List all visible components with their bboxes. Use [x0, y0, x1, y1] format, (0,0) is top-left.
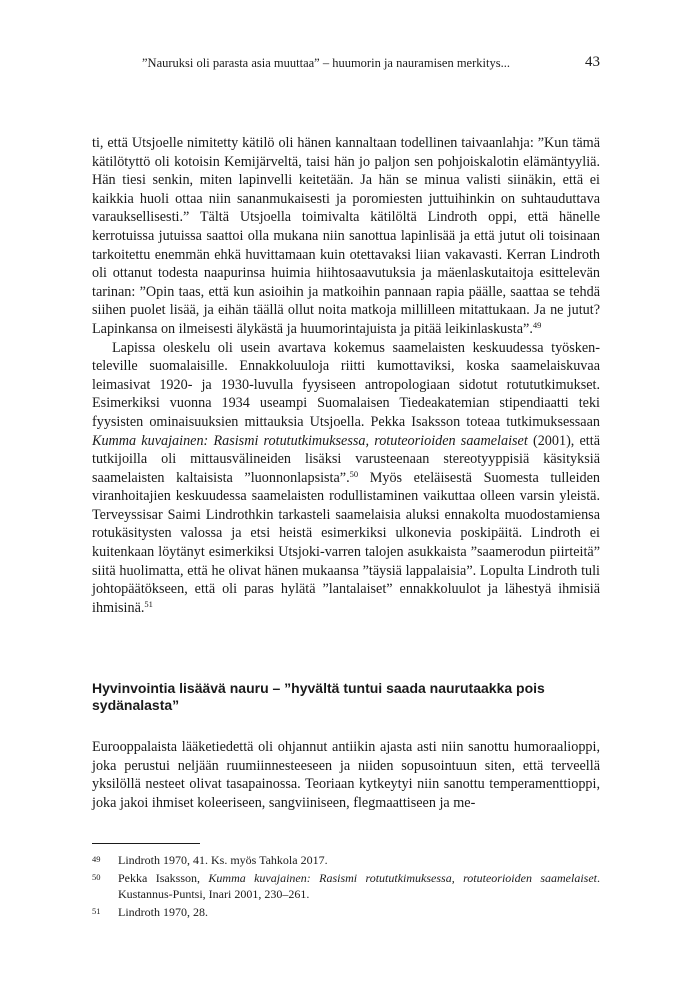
footnote-49 [92, 852, 600, 868]
footnote-book-title: Kumma kuvajainen: Rasismi rotututkimuksessa, rotuteorioiden saamelaiset [208, 871, 597, 885]
footnote-text: Lindroth 1970, 28. [118, 905, 208, 919]
paragraph-1 [92, 134, 600, 339]
footnote-ref-49: 49 [532, 319, 542, 330]
footnote-50 [92, 870, 600, 902]
book-title: Kumma kuvajainen: Rasismi rotututkimuksessa, rotuteorioiden saamelaiset [92, 432, 528, 449]
body-text [92, 134, 600, 617]
footnote-number: 49 [92, 854, 101, 864]
footnotes [92, 852, 600, 922]
paragraph-2 [92, 339, 600, 618]
paragraph-2-text-b: (2001), että tutkijoilla oli mittausvälineiden lisäksi varusteenaan stereotyyppisiä käsityksiä saamelaisten kaltaisista ”luonnonlapsista”. [92, 432, 600, 486]
footnote-text-b: . Kustannus-Puntsi, Inari 2001, 230–261. [118, 871, 600, 901]
running-title: ”Nauruksi oli parasta asia muuttaa” – huumorin ja nauramisen merkitys... [142, 56, 510, 70]
footnote-number: 51 [92, 906, 101, 916]
footnote-ref-51: 51 [144, 598, 153, 609]
paragraph-2-text-a: Lapissa oleskelu oli usein avartava kokemus saamelaisten keskuudessa työskenteleville suomalaisille. Ennakkoluuloja riitti kumottaviksi, koska saamelaiskuvaa leimasivat 1920- ja 1930-luvulla fyysiseen antropologiaan sidotut rotututkimukset. Esimerkiksi vuonna 1934 useampi Suomalaisen Tiedeakatemian stipendiaatti teki fyysisten ominaisuuksien mittauksia Utsjoella. Pekka Isaksson toteaa tutkimuksessaan [92, 339, 600, 430]
paragraph-2-text-c: Myös eteläisestä Suomesta tulleiden viranhoitajien keskuudessa saamelaisten rodullistaminen vaikuttaa olleen varsin yleistä. Terveyssisar Saimi Lindrothkin tarkasteli saamelaisia aluksi ennakolta muodostamiensa rotukäsitysten valossa ja etsi heistä esimerkiksi ulkonevia poskipäitä. Lindroth ei kuitenkaan löytänyt esimerkiksi Utsjoki-varren talojen asukkaista ”saamerodun piirteitä” siitä huolimatta, että he olivat hänen mukaansa ”täysiä lappalaisia”. Lopulta Lindroth tuli johtopäätökseen, että oli paras hylätä ”lantalaiset” ennakkoluulot ja lähestyä ihmisiä ihmisinä. [92, 469, 600, 616]
footnote-text-a: Pekka Isaksson, [118, 871, 209, 885]
section-paragraph: Eurooppalaista lääketiedettä oli ohjannut antiikin ajasta asti niin sanottu humoraalioppi, joka perustui neljään ruumiinnesteeseen ja niiden sopusointuun siten, että terveellä yksilöllä nesteet olivat tasapainossa. Teoriaan kytkeytyi niin sanottu temperamenttioppi, joka jakoi ihmiset koleeriseen, sangviiniseen, flegmaattiseen ja me- [92, 739, 600, 811]
footnote-51 [92, 904, 600, 920]
section-body [92, 738, 600, 812]
page-number: 43 [585, 54, 600, 70]
paragraph-1-text: ti, että Utsjoelle nimitetty kätilö oli hänen kannaltaan todellinen taivaanlahja: ”Kun tämä kätilötyttö oli kotoisin Kemijärveltä, taisi hän jo paljon sen pohjoiskalotin elämäntyyliä. Hän tiesi senkin, miten lapinvelli keitetään. Ja hän se minua valisti siinäkin, että ei kaikkia huoli ottaa niin sananmukaisesti ja poromiesten juttuihinkin on suhtauduttava varauksellisesti.” Tältä Utsjoella toimivalta kätilöltä Lindroth oppi, että hänelle kerrotuissa jutuissa saattoi olla mukana niin sanottua lapinlisää ja että jutut oli toisinaan tarkoitettu enemmän ehkä huvittamaan kuin otettavaksi liian vakavasti. Kerran Lindroth oli ottanut todesta naapurinsa huimia hiihtosaavutuksia ja mäenlaskutaitoja esittelevän tarinan: ”Opin taas, että kun asioihin ja matkoihin pannaan rapia päälle, saattaa se tehdä siihen puolet lisää, ja eihän täällä ollut noita matkoja millilleen mitattukaan. Ja ne jutut? Lapinkansa on ilmeisesti älykästä ja huumorintajuista ja pitää leikinlaskusta”. [92, 135, 600, 337]
footnote-text: Lindroth 1970, 41. Ks. myös Tahkola 2017. [118, 853, 328, 867]
footnote-ref-50: 50 [349, 468, 359, 479]
footnote-divider [92, 843, 200, 844]
section-heading: Hyvinvointia lisäävä nauru – ”hyvältä tuntui saada naurutaakka pois sydänalasta” [92, 680, 545, 713]
footnote-number: 50 [92, 872, 101, 882]
